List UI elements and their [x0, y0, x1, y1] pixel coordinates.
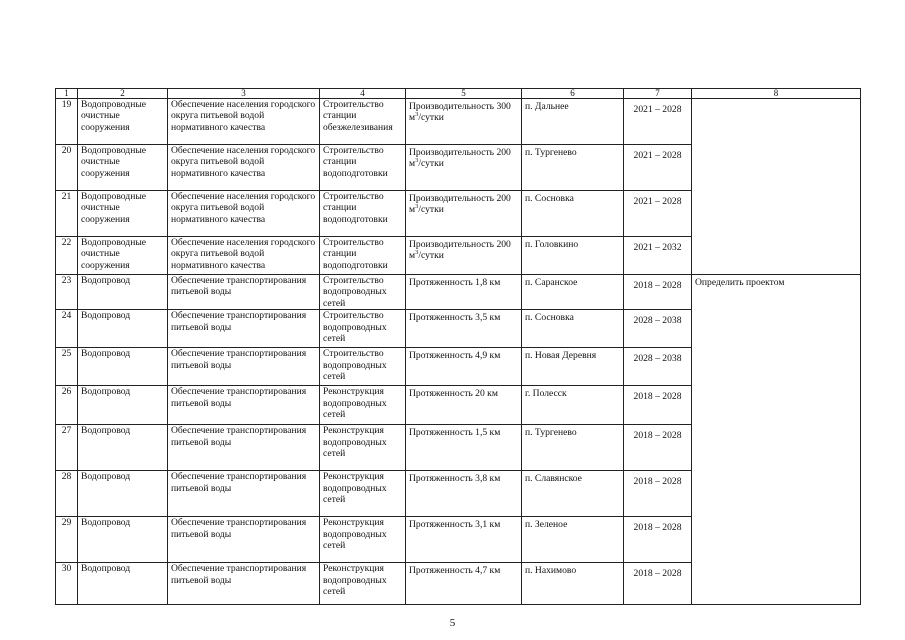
location-cell: г. Полесск: [522, 386, 624, 425]
purpose-cell: Обеспечение транспортирования питьевой воды: [168, 310, 320, 348]
row-number-cell: 21: [56, 191, 78, 237]
purpose-cell: Обеспечение населения городского округа питьевой водой нормативного качества: [168, 145, 320, 191]
period-cell: 2021 – 2028: [624, 99, 692, 145]
capacity-text: Протяженность 4,7 км: [409, 565, 501, 577]
row-number-cell: 29: [56, 517, 78, 563]
row-number-cell: 30: [56, 563, 78, 605]
capacity-cell: [406, 191, 522, 237]
purpose-cell: Обеспечение транспортирования питьевой воды: [168, 348, 320, 386]
capacity-cell: [406, 237, 522, 275]
header-row: [56, 89, 861, 99]
object-name-cell: Водопроводные очистные сооружения: [78, 99, 168, 145]
action-cell: Строительство станции водоподготовки: [320, 237, 406, 275]
period-cell: 2018 – 2028: [624, 563, 692, 605]
capacity-text: Протяженность 3,5 км: [409, 312, 501, 324]
capacity-text: Протяженность 3,8 км: [409, 473, 501, 485]
action-cell: Реконструкция водопроводных сетей: [320, 386, 406, 425]
capacity-text: Производительность 200 м: [409, 147, 511, 170]
capacity-cell: [406, 471, 522, 517]
object-name-cell: Водопроводные очистные сооружения: [78, 237, 168, 275]
object-name-cell: Водопровод: [78, 563, 168, 605]
table-body: [56, 89, 861, 605]
capacity-superscript: 3: [415, 249, 419, 257]
capacity-text: Протяженность 4,9 км: [409, 350, 501, 362]
row-number-cell: 22: [56, 237, 78, 275]
row-number-cell: 27: [56, 425, 78, 471]
table-row: [56, 99, 861, 145]
capacity-superscript: 3: [415, 157, 419, 165]
location-cell: п. Тургенево: [522, 145, 624, 191]
purpose-cell: Обеспечение транспортирования питьевой воды: [168, 517, 320, 563]
object-name-cell: Водопровод: [78, 386, 168, 425]
row-number-cell: 23: [56, 275, 78, 310]
period-cell: 2028 – 2038: [624, 348, 692, 386]
row-number-cell: 25: [56, 348, 78, 386]
location-cell: п. Головкино: [522, 237, 624, 275]
purpose-cell: Обеспечение транспортирования питьевой воды: [168, 275, 320, 310]
period-cell: 2018 – 2028: [624, 386, 692, 425]
capacity-text: Протяженность 1,8 км: [409, 277, 501, 288]
capacity-cell: [406, 563, 522, 605]
action-cell: Строительство станции обезжелезивания: [320, 99, 406, 145]
action-cell: Строительство станции водоподготовки: [320, 191, 406, 237]
capacity-cell: [406, 425, 522, 471]
location-cell: п. Тургенево: [522, 425, 624, 471]
capacity-cell: [406, 99, 522, 145]
object-name-cell: Водопровод: [78, 425, 168, 471]
water-supply-objects-table: [55, 88, 861, 605]
capacity-cell: [406, 310, 522, 348]
purpose-cell: Обеспечение населения городского округа питьевой водой нормативного качества: [168, 237, 320, 275]
period-cell: 2028 – 2038: [624, 310, 692, 348]
object-name-cell: Водопровод: [78, 310, 168, 348]
location-cell: п. Саранское: [522, 275, 624, 310]
row-number-cell: 26: [56, 386, 78, 425]
capacity-text: Протяженность 3,1 км: [409, 519, 501, 531]
period-cell: 2021 – 2028: [624, 191, 692, 237]
object-name-cell: Водопроводные очистные сооружения: [78, 145, 168, 191]
action-cell: Строительство станции водоподготовки: [320, 145, 406, 191]
capacity-unit: /сутки: [418, 158, 444, 170]
column-header: 2: [78, 89, 168, 99]
row-number-cell: 19: [56, 99, 78, 145]
capacity-text: Протяженность 20 км: [409, 388, 498, 400]
table-row: [56, 275, 861, 310]
action-cell: Реконструкция водопроводных сетей: [320, 517, 406, 563]
row-number-cell: 28: [56, 471, 78, 517]
location-cell: п. Сосновка: [522, 191, 624, 237]
period-cell: 2018 – 2028: [624, 275, 692, 310]
capacity-unit: /сутки: [418, 112, 444, 124]
purpose-cell: Обеспечение транспортирования питьевой воды: [168, 471, 320, 517]
column-header: 7: [624, 89, 692, 99]
location-cell: п. Дальнее: [522, 99, 624, 145]
object-name-cell: Водопровод: [78, 517, 168, 563]
object-name-cell: Водопроводные очистные сооружения: [78, 191, 168, 237]
capacity-cell: [406, 517, 522, 563]
period-cell: 2021 – 2032: [624, 237, 692, 275]
column-header: 1: [56, 89, 78, 99]
capacity-text: Производительность 300 м: [409, 101, 511, 124]
period-cell: 2021 – 2028: [624, 145, 692, 191]
column-header: 5: [406, 89, 522, 99]
location-cell: п. Зеленое: [522, 517, 624, 563]
capacity-cell: [406, 275, 522, 310]
period-cell: 2018 – 2028: [624, 517, 692, 563]
location-cell: п. Нахимово: [522, 563, 624, 605]
capacity-cell: [406, 145, 522, 191]
capacity-unit: /сутки: [418, 204, 444, 216]
period-cell: 2018 – 2028: [624, 425, 692, 471]
row-number-cell: 20: [56, 145, 78, 191]
location-cell: п. Сосновка: [522, 310, 624, 348]
column-header: 4: [320, 89, 406, 99]
capacity-superscript: 3: [415, 203, 419, 211]
object-name-cell: Водопровод: [78, 275, 168, 310]
capacity-cell: [406, 348, 522, 386]
location-cell: п. Славянское: [522, 471, 624, 517]
capacity-text: Производительность 200 м: [409, 193, 511, 216]
period-cell: 2018 – 2028: [624, 471, 692, 517]
column-header: 3: [168, 89, 320, 99]
capacity-cell: [406, 386, 522, 425]
purpose-cell: Обеспечение транспортирования питьевой воды: [168, 425, 320, 471]
action-cell: Реконструкция водопроводных сетей: [320, 471, 406, 517]
capacity-text: Протяженность 1,5 км: [409, 427, 501, 439]
purpose-cell: Обеспечение населения городского округа питьевой водой нормативного качества: [168, 191, 320, 237]
capacity-text: Производительность 200 м: [409, 239, 511, 262]
action-cell: Строительство водопроводных сетей: [320, 348, 406, 386]
note-cell: Определить проектом: [692, 275, 861, 605]
action-cell: Строительство водопроводных сетей: [320, 310, 406, 348]
location-cell: п. Новая Деревня: [522, 348, 624, 386]
action-cell: Реконструкция водопроводных сетей: [320, 425, 406, 471]
column-header: 6: [522, 89, 624, 99]
object-name-cell: Водопровод: [78, 348, 168, 386]
purpose-cell: Обеспечение транспортирования питьевой воды: [168, 563, 320, 605]
capacity-superscript: 3: [415, 111, 419, 119]
object-name-cell: Водопровод: [78, 471, 168, 517]
purpose-cell: Обеспечение населения городского округа питьевой водой нормативного качества: [168, 99, 320, 145]
purpose-cell: Обеспечение транспортирования питьевой воды: [168, 386, 320, 425]
note-cell-empty: [692, 99, 861, 275]
row-number-cell: 24: [56, 310, 78, 348]
column-header: 8: [692, 89, 861, 99]
capacity-unit: /сутки: [418, 250, 444, 262]
action-cell: Строительство водопроводных сетей: [320, 275, 406, 310]
action-cell: Реконструкция водопроводных сетей: [320, 563, 406, 605]
page-number: 5: [449, 617, 456, 629]
